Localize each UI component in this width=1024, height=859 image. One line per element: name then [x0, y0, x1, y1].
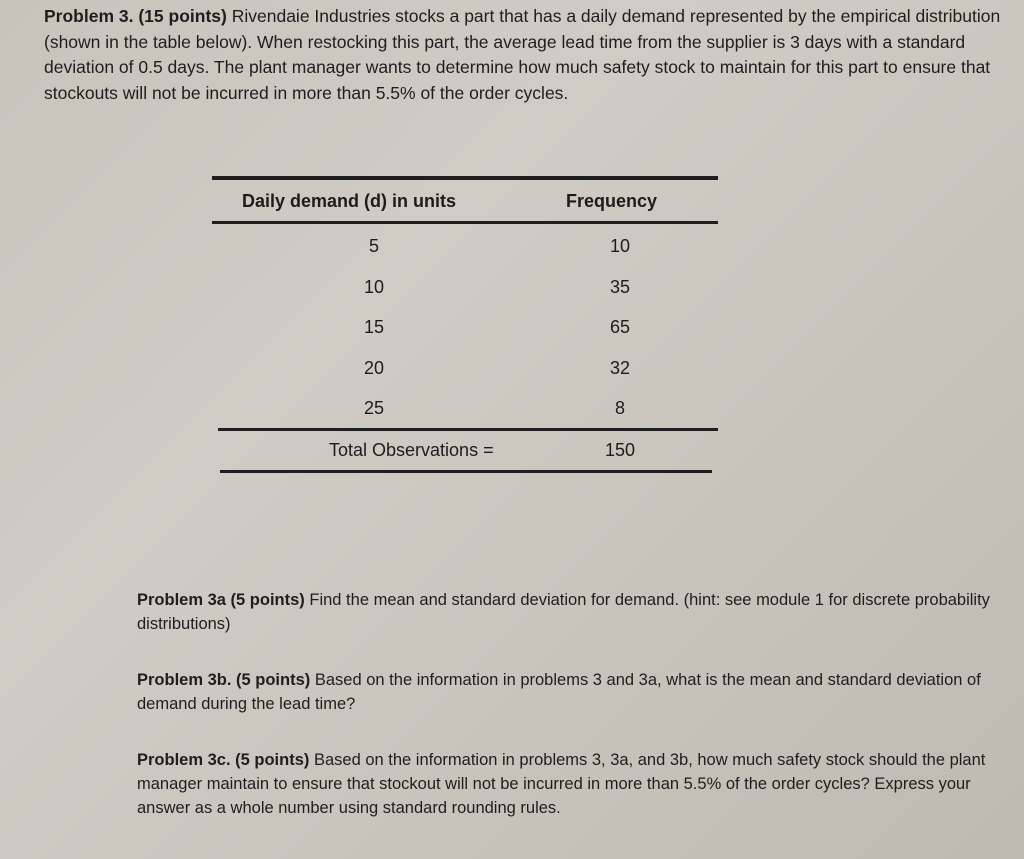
table-total-rule: [218, 428, 718, 431]
header-daily-demand: Daily demand (d) in units: [242, 191, 457, 211]
problem-3a: [137, 588, 997, 636]
problem-3-statement: [44, 4, 1012, 106]
frequency-cell: 8: [614, 398, 625, 418]
total-observations-label: Total Observations =: [329, 440, 494, 460]
problem-3b-text: Based on the information in problems 3 and 3a, what is the mean and standard deviation of demand during the lead time?: [137, 671, 981, 713]
problem-3c-text: Based on the information in problems 3, 3a, and 3b, how much safety stock should the plant manager maintain to ensure that stockout will not be incurred in more than 5.5% of the order cycles? Express your answer as a whole number using standard rounding rules.: [137, 751, 986, 817]
problem-3-points: (15 points): [138, 6, 227, 26]
total-observations-value: 150: [604, 440, 636, 460]
problem-3c: [137, 748, 997, 820]
problem-3-text: Rivendaie Industries stocks a part that has a daily demand represented by the empirical distribution (shown in the table below). When restocking this part, the average lead time from the supplier is 3 days with a standard deviation of 0.5 days. The plant manager wants to determine how much safety stock to maintain for this part to ensure that stockouts will not be incurred in more than 5.5% of the order cycles.: [44, 6, 1001, 103]
table-bottom-rule: [220, 470, 712, 473]
frequency-cell: 10: [609, 236, 631, 256]
table-header-rule: [212, 221, 718, 224]
frequency-cell: 65: [609, 317, 631, 337]
demand-cell: 15: [363, 317, 385, 337]
frequency-cell: 32: [609, 358, 631, 378]
problem-3b: [137, 668, 997, 716]
demand-cell: 5: [368, 236, 379, 256]
problem-3b-label: Problem 3b. (5 points): [137, 671, 311, 689]
problem-3-label: Problem 3.: [44, 6, 134, 26]
problem-3a-text: Find the mean and standard deviation for demand. (hint: see module 1 for discrete probability distributions): [137, 591, 990, 633]
header-frequency: Frequency: [566, 191, 658, 211]
table-top-rule: [212, 176, 718, 180]
demand-cell: 20: [363, 358, 385, 378]
demand-cell: 25: [363, 398, 385, 418]
problem-3a-label: Problem 3a (5 points): [137, 591, 305, 609]
frequency-cell: 35: [609, 277, 631, 297]
problem-3c-label: Problem 3c. (5 points): [137, 751, 310, 769]
demand-cell: 10: [363, 277, 385, 297]
